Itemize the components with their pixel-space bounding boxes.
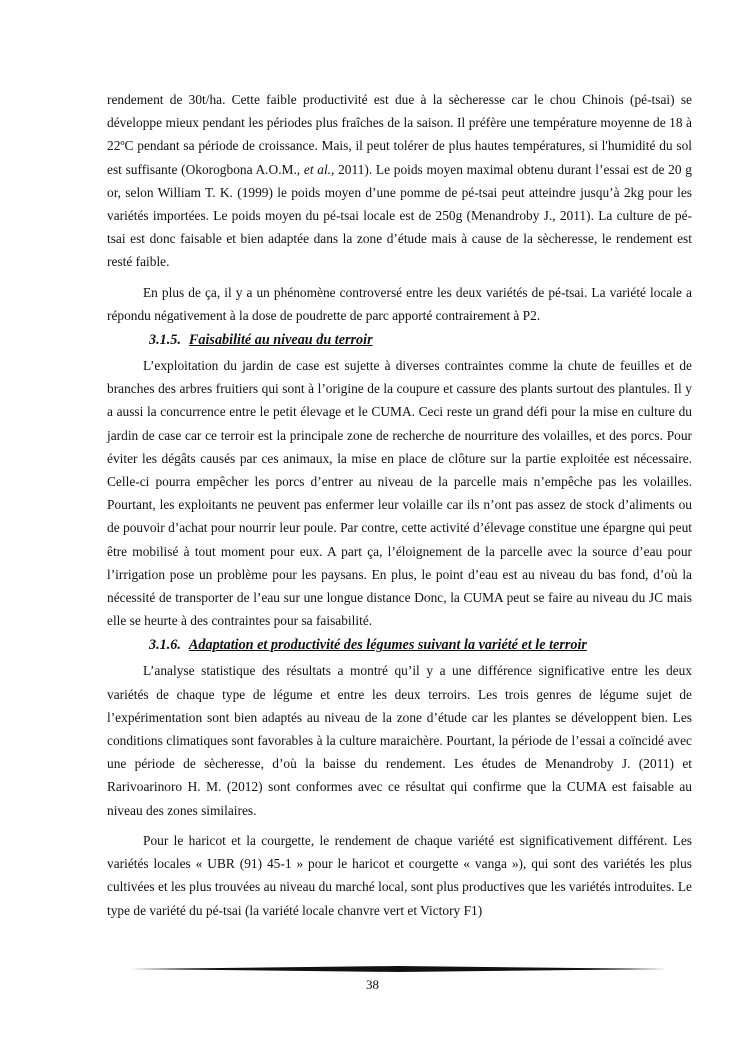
paragraph-yield-petsai: [107, 88, 692, 274]
citation-et-al: et al.: [303, 161, 332, 177]
paragraph-varieties: Pour le haricot et la courgette, le rendement de chaque variété est significativement différent. Les variétés locales « UBR (91) 45-1 » pour le haricot et courgette « vanga »), qui sont des variétés les plus cultivées et les plus trouvées au niveau du marché local, sont plus productives que les variétés introduites. Le type de variété du pé-tsai (la variété locale chanvre vert et Victory F1): [107, 832, 692, 918]
section-heading-3-1-6: [149, 634, 692, 656]
page-number: 38: [366, 977, 379, 992]
paragraph-feasibility: L’exploitation du jardin de case est sujette à diverses contraintes comme la chute de feuilles et de branches des arbres fruitiers qui sont à l’origine de la coupure et cassure des plants surtout des plantules. Il y a aussi la concurrence entre le petit élevage et le CUMA. Ceci reste un grand défi pour la mise en culture du jardin de case car ce terroir est la principale zone de recherche de nourriture des volailles, et des porcs. Pour éviter les dégâts causés par ces animaux, la mise en place de clôture sur la partie exploitée est nécessaire. Celle-ci pourra empêcher les porcs d’entrer au niveau de la parcelle mais n’empêche pas les volailles. Pourtant, les exploitants ne peuvent pas enfermer leur volaille car ils n’ont pas assez de stock d’aliments ou de pouvoir d’achat pour nourrir leur poule. Par contre, cette activité d’élevage constitue une épargne qui peut être mobilisé à tout moment pour eux. A part ça, l’éloignement de la parcelle avec la source d’eau pour l’irrigation pose un problème pour les paysans. En plus, le point d’eau est au niveau du bas fond, d’où la nécessité de transporter de l’eau sur une longue distance Donc, la CUMA peut se faire au niveau du JC mais elle se heurte à des contraintes pour sa faisabilité.: [107, 358, 692, 629]
section-number: 3.1.5.: [149, 332, 181, 349]
section-title: Adaptation et productivité des légumes suivant la variété et le terroir: [188, 637, 587, 654]
paragraph-text: rendement de 30t/ha. Cette faible productivité est due à la sècheresse car le chou Chinois (pé-tsai) se développe mieux pendant les périodes plus fraîches de la saison. Il préfère une température moyenne de 18 à 22ºC pendant sa période de croissance. Mais, il peut tolérer de plus hautes températures, si l'humidité du sol est suffisante (Okorogbona A.O.M.,: [107, 92, 692, 177]
section-title: Faisabilité au niveau du terroir: [188, 332, 373, 349]
section-number: 3.1.6.: [149, 637, 181, 654]
paragraph-statistics: L’analyse statistique des résultats a montré qu’il y a une différence significative entre les deux variétés de chaque type de légume et entre les deux terroirs. Les trois genres de légume sujet de l’expérimentation sont bien adaptés au niveau de la zone d’étude car les plantes se développent bien. Les conditions climatiques sont favorables à la culture maraichère. Pourtant, la période de l’essai a coïncidé avec une période de sècheresse, d’où la baisse du rendement. Les études de Menandroby J. (2011) et Rarivoarinoro H. M. (2012) sont conformes avec ce résultat qui confirme que la CUMA est faisable au niveau des zones similaires.: [107, 663, 692, 818]
paragraph-controversy: En plus de ça, il y a un phénomène controversé entre les deux variétés de pé-tsai. La variété locale a répondu négativement à la dose de poudrette de parc apporté contrairement à P2.: [107, 284, 692, 323]
paragraph-text-rest: , 2011). Le poids moyen maximal obtenu durant l’essai est de 20 g or, selon William T. K. (1999) le poids moyen d’une pomme de pé-tsai peut atteindre jusqu’à 2kg pour les variétés importées. Le poids moyen du pé-tsai locale est de 250g (Menandroby J., 2011). La culture de pé-tsai est donc faisable et bien adaptée dans la zone d’étude mais à cause de la sècheresse, le rendement est resté faible.: [107, 161, 692, 270]
section-heading-3-1-5: [149, 329, 692, 351]
document-body: [107, 88, 692, 922]
footer-divider: [130, 966, 667, 972]
